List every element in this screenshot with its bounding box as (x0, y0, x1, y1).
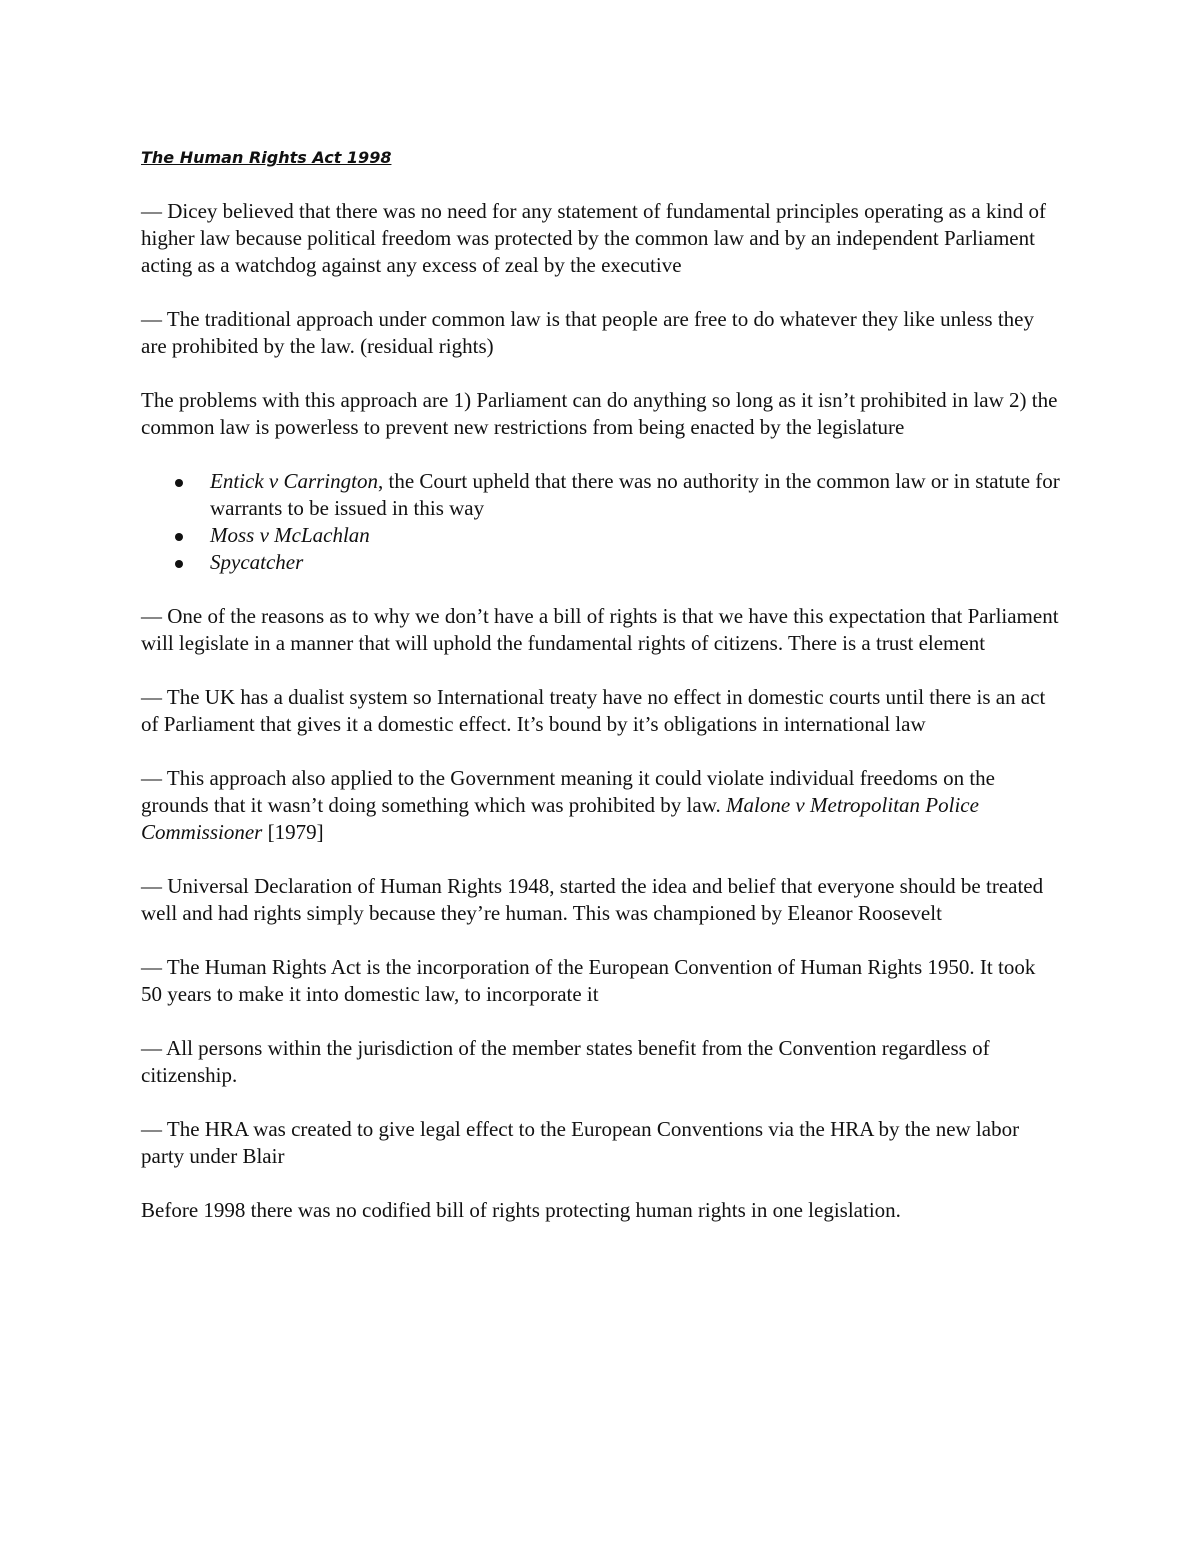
case-list (141, 468, 1061, 576)
case-year: [1979] (262, 820, 324, 844)
case-name: Spycatcher (210, 550, 304, 574)
paragraph-government (141, 765, 1061, 846)
bullet-icon (175, 533, 183, 541)
bullet-icon (175, 560, 183, 568)
paragraph-traditional-approach: — The traditional approach under common law is that people are free to do whatever they like unless they are prohibited by the law. (residual rights) (141, 307, 1034, 358)
case-name: Entick v Carrington (210, 469, 378, 493)
bullet-icon (175, 479, 183, 487)
paragraph-universal-declaration: — Universal Declaration of Human Rights 1948, started the idea and belief that everyone should be treated well and had rights simply because they’re human. This was championed by Eleanor Roosevelt (141, 874, 1044, 925)
paragraph-problems: The problems with this approach are 1) Parliament can do anything so long as it isn’t prohibited in law 2) the common law is powerless to prevent new restrictions from being enacted by the legislature (141, 388, 1058, 439)
case-description: , the Court upheld that there was no authority in the common law or in statute for warrants to be issued in this way (210, 469, 1060, 520)
paragraph-bill-of-rights: — One of the reasons as to why we don’t have a bill of rights is that we have this expectation that Parliament will legislate in a manner that will uphold the fundamental rights of citizens. There is a trust element (141, 604, 1059, 655)
document-title: The Human Rights Act 1998 (141, 148, 392, 167)
list-item (210, 549, 1061, 576)
paragraph-incorporation: — The Human Rights Act is the incorporation of the European Convention of Human Rights 1950. It took 50 years to make it into domestic law, to incorporate it (141, 955, 1036, 1006)
document-page (141, 144, 1061, 1251)
paragraph-hra-created: — The HRA was created to give legal effect to the European Conventions via the HRA by the new labor party under Blair (141, 1117, 1020, 1168)
paragraph-dicey: — Dicey believed that there was no need for any statement of fundamental principles operating as a kind of higher law because political freedom was protected by the common law and by an independent Parliament acting as a watchdog against any excess of zeal by the executive (141, 199, 1047, 277)
case-name: Malone v Metropolitan Police Commissioner (141, 793, 979, 844)
paragraph-jurisdiction: — All persons within the jurisdiction of the member states benefit from the Convention regardless of citizenship. (141, 1036, 990, 1087)
paragraph-dualist-system: — The UK has a dualist system so International treaty have no effect in domestic courts until there is an act of Parliament that gives it a domestic effect. It’s bound by it’s obligations in international law (141, 685, 1046, 736)
list-item (210, 468, 1061, 522)
list-item (210, 522, 1061, 549)
paragraph-before-1998: Before 1998 there was no codified bill of rights protecting human rights in one legislation. (141, 1198, 901, 1222)
case-name: Moss v McLachlan (210, 523, 370, 547)
paragraph-text: — This approach also applied to the Government meaning it could violate individual freedoms on the grounds that it wasn’t doing something which was prohibited by law. (141, 766, 995, 817)
